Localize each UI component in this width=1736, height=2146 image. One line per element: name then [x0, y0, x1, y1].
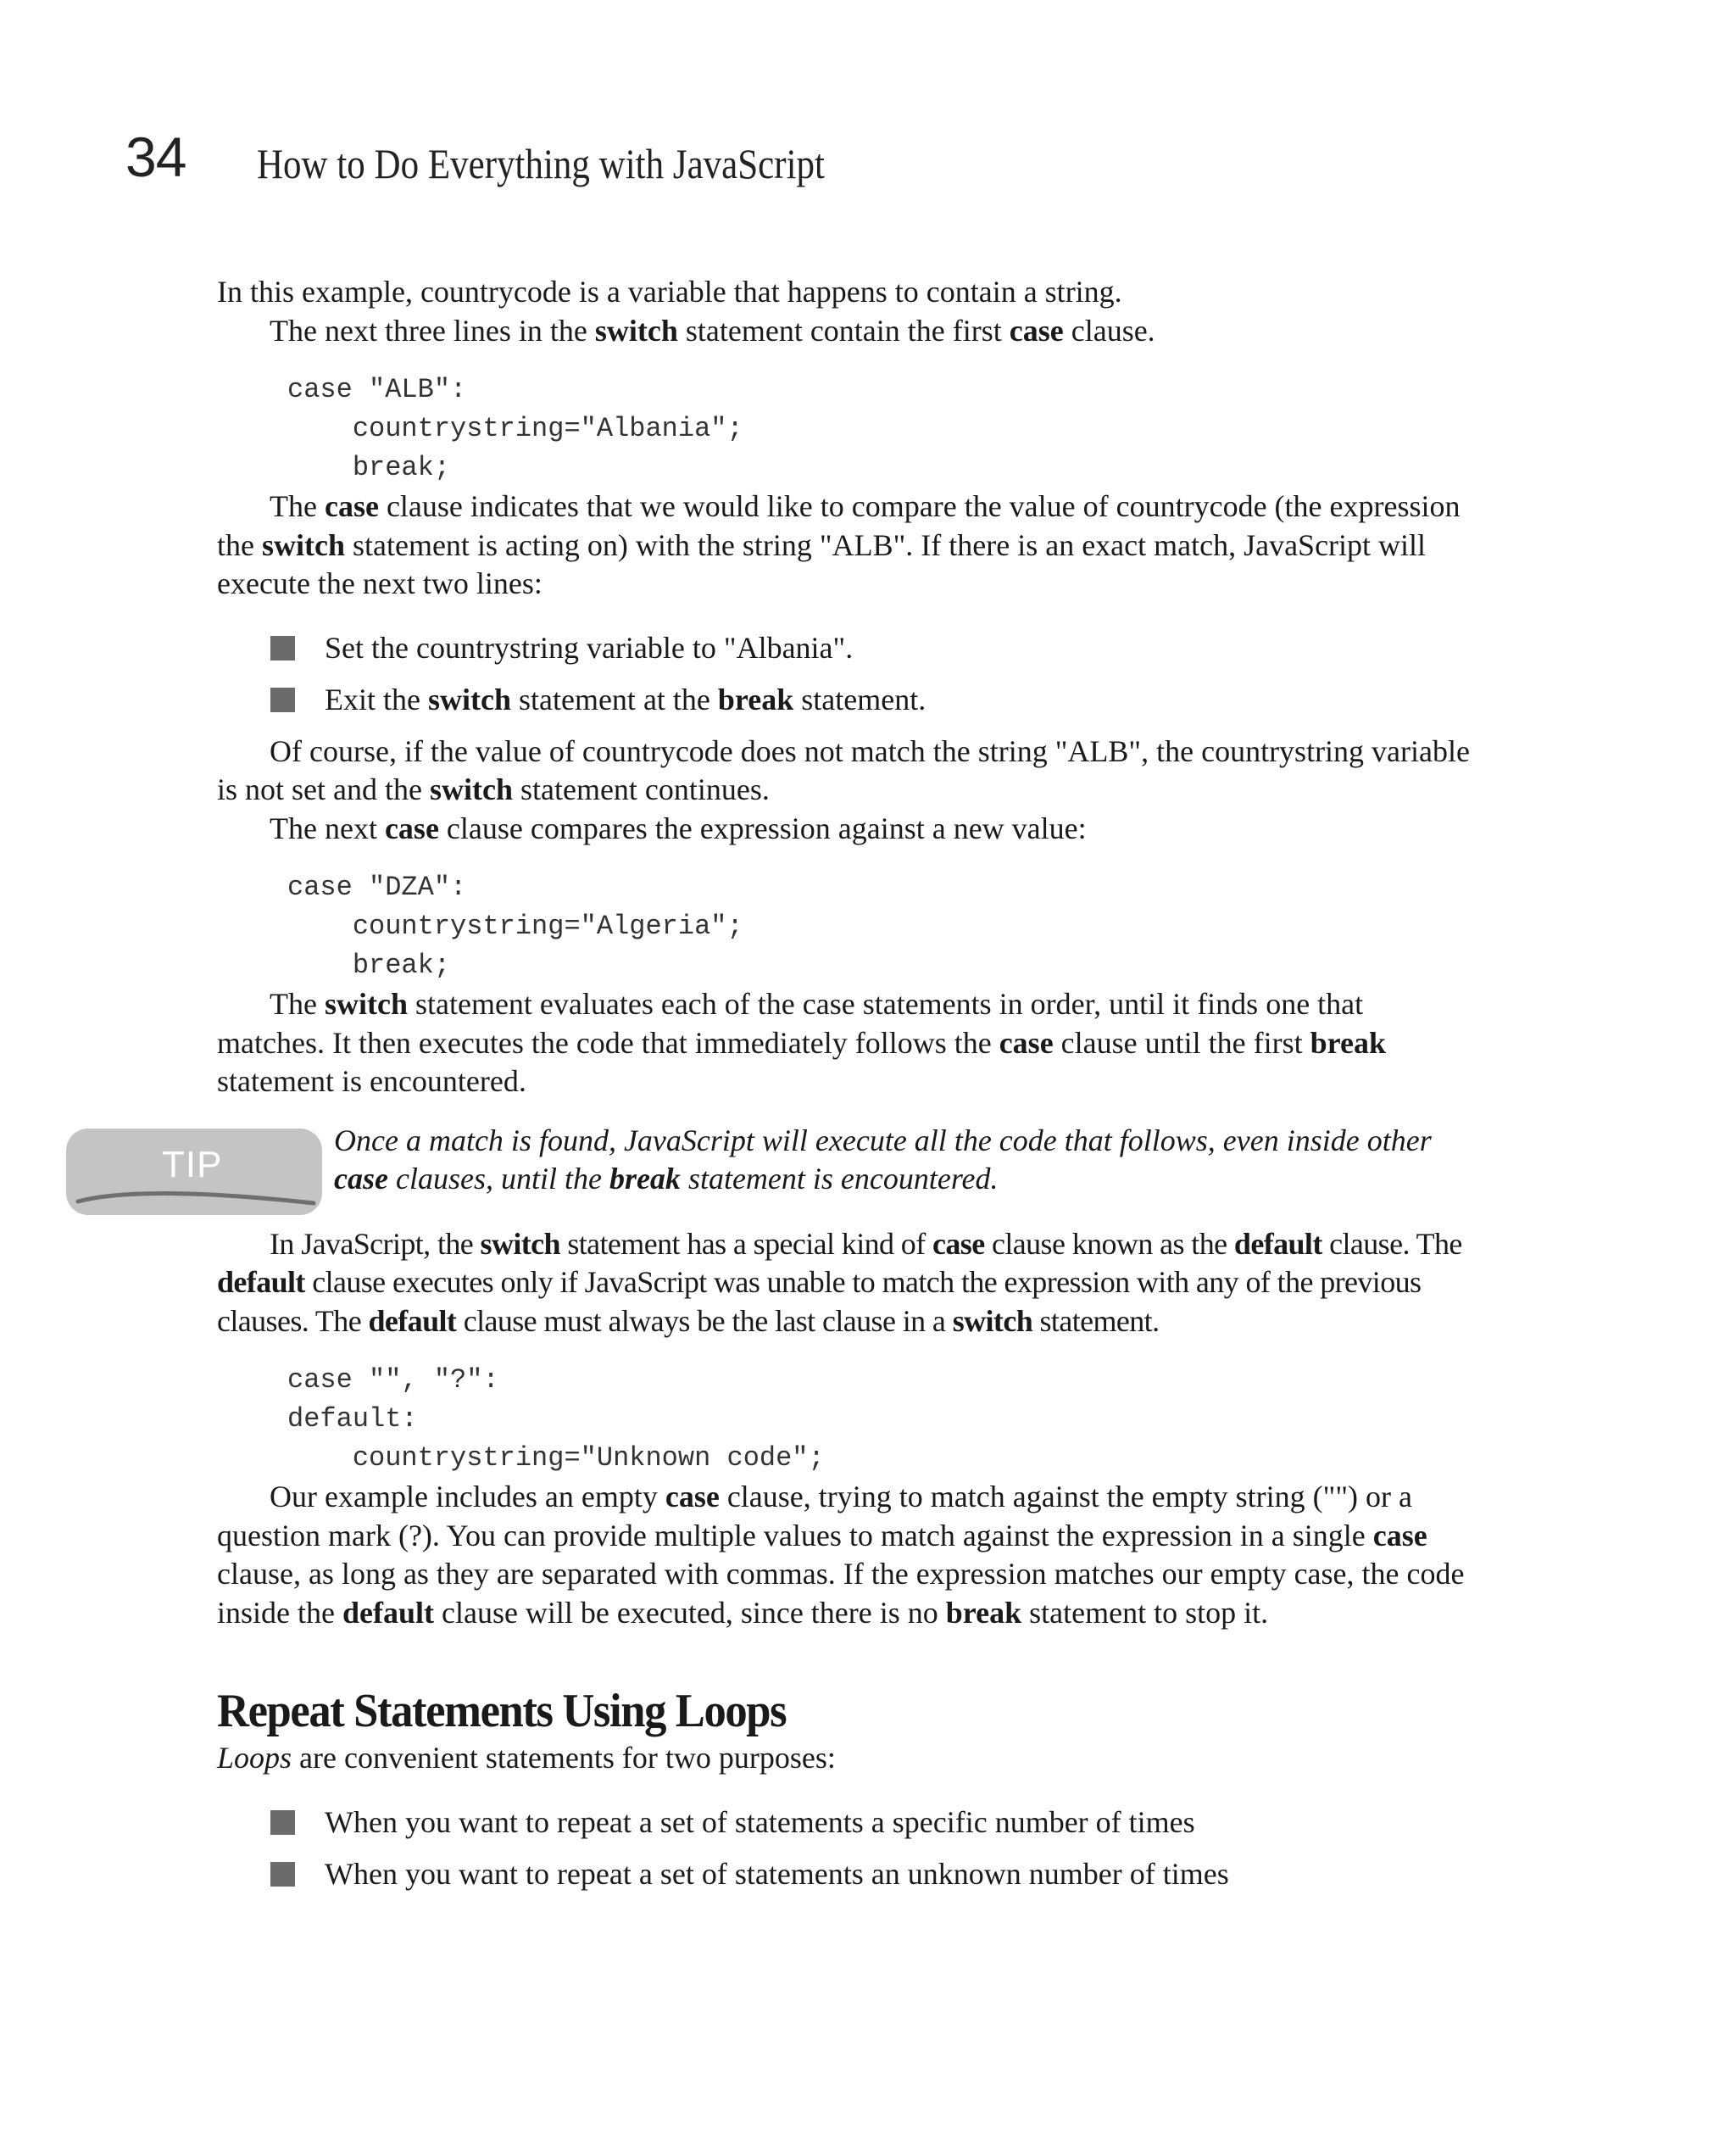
section-heading: Repeat Statements Using Loops — [217, 1685, 787, 1737]
bullet-list — [270, 1803, 1472, 1893]
paragraph: In this example, countrycode is a variable that happens to contain a string. — [217, 275, 1122, 309]
book-title: How to Do Everything with JavaScript — [257, 140, 825, 187]
bullet-square-icon — [270, 1862, 295, 1887]
bullet-list — [270, 629, 1472, 719]
bullet-square-icon — [270, 636, 295, 661]
code-block: case "DZA": countrystring="Algeria"; break; — [287, 872, 743, 981]
list-item: When you want to repeat a set of statements a specific number of times — [270, 1803, 1472, 1842]
tip-label: TIP — [162, 1143, 223, 1185]
page-number: 34 — [125, 125, 186, 188]
list-item: When you want to repeat a set of statements an unknown number of times — [270, 1855, 1472, 1893]
code-block: case "ALB": countrystring="Albania"; break; — [287, 374, 743, 483]
paragraph: The case clause indicates that we would like to compare the value of countrycode (the expression the switch statement is acting on) with the string "ALB". If there is an exact match, JavaScript will execute the next two lines: — [217, 489, 1461, 600]
paragraph: The next three lines in the switch statement contain the first case clause. — [270, 313, 1155, 348]
paragraph: Our example includes an empty case clause, trying to match against the empty string ("") or a question mark (?). You can provide multiple values to match against the expression in a single case clause, as long as they are separated with commas. If the expression matches our empty case, the code inside the default clause will be executed, since there is no break statement to stop it. — [217, 1480, 1465, 1630]
bullet-square-icon — [270, 688, 295, 712]
tip-text: Once a match is found, JavaScript will execute all the code that follows, even inside other case clauses, until the break statement is encountered. — [334, 1123, 1432, 1196]
paragraph: The switch statement evaluates each of the case statements in order, until it finds one that matches. It then executes the code that immediately follows the case clause until the first break statement is encountered. — [217, 987, 1386, 1098]
paragraph: The next case clause compares the expression against a new value: — [270, 811, 1087, 845]
list-item: Set the countrystring variable to "Albania". — [270, 629, 1472, 667]
list-item: Exit the switch statement at the break statement. — [270, 681, 1472, 719]
code-block: case "", "?": default: countrystring="Unknown code"; — [287, 1364, 825, 1474]
tip-badge — [66, 1129, 322, 1215]
paragraph: Of course, if the value of countrycode does not match the string "ALB", the countrystring variable is not set and the switch statement continues. — [217, 733, 1470, 806]
paragraph: In JavaScript, the switch statement has a special kind of case clause known as the default clause. The default clause executes only if JavaScript was unable to match the expression with any of the previous clauses. The default clause must always be the last clause in a switch statement. — [217, 1226, 1462, 1338]
page-body — [162, 273, 1472, 1907]
bullet-square-icon — [270, 1810, 295, 1835]
tip-box — [162, 1122, 1472, 1207]
section-intro: Loops are convenient statements for two purposes: — [217, 1741, 836, 1775]
